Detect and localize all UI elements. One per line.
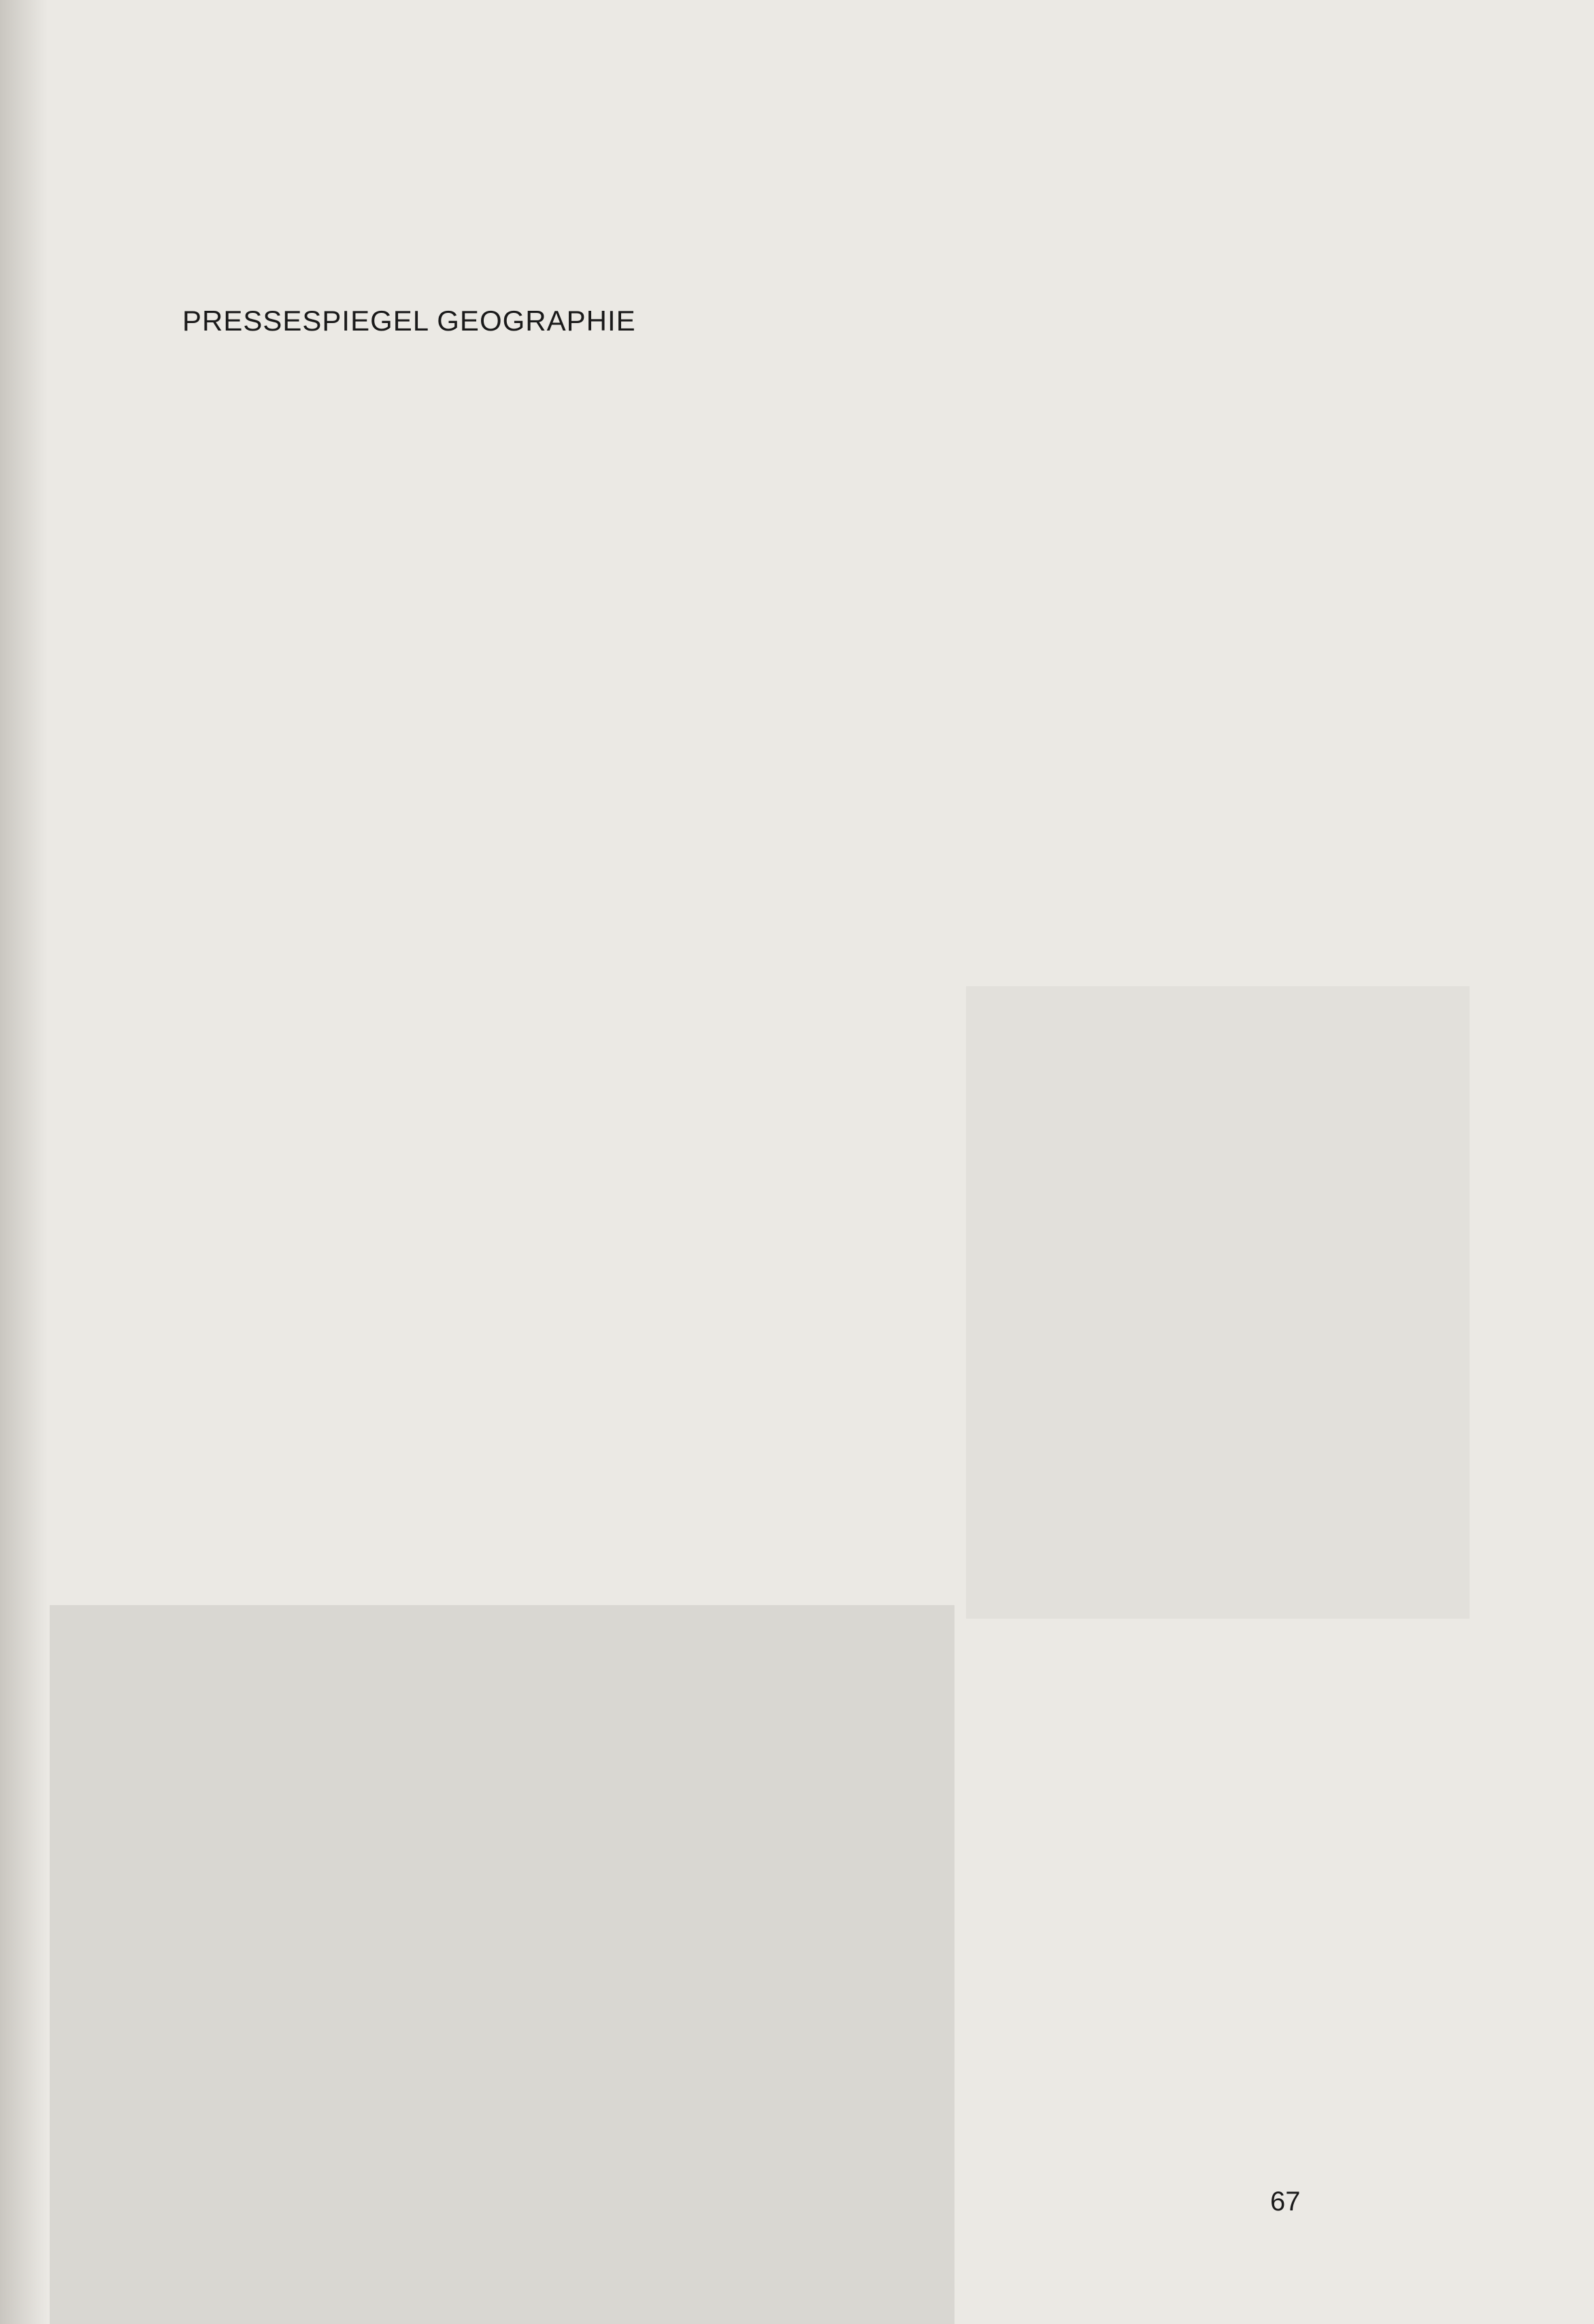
- running-head: PRESSESPIEGEL GEOGRAPHIE: [182, 305, 636, 337]
- page-number: 67: [1270, 2187, 1301, 2217]
- bleed-photo-area-2: [966, 986, 1470, 1619]
- bleed-photo-area: [50, 1605, 954, 2324]
